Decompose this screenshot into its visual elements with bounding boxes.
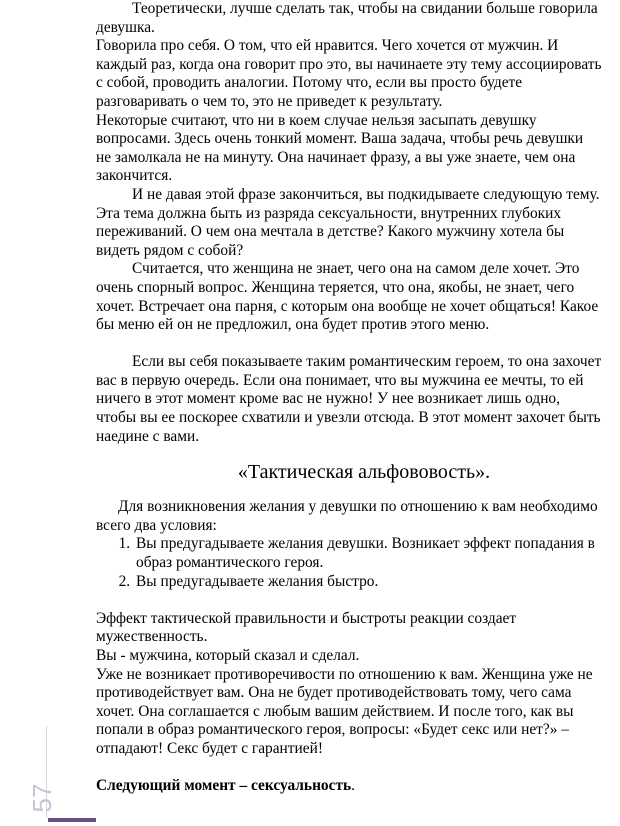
paragraph-11-tail: . [351,777,356,795]
spacer [96,335,602,354]
paragraph-4: И не давая этой фразе закончиться, вы подкидываете следующую тему. Эта тема должна быть из разряда сексуальности, внутренних глубоких переживаний. О чем она мечтала в детстве? Какого мужчину хотела бы видеть рядом с собой? [96,185,600,259]
list-item: 1. Вы предугадываете желания девушки. Возникает эффект попадания в образ романтического героя. [134,535,602,572]
paragraph-5: Считается, что женщина не знает, чего она на самом деле хочет. Это очень спорный вопрос. Женщина теряется, что она, якобы, не знает, чего хочет. Встречает она парня, с которым она вообще не хочет общаться! Какое бы меню ей он не предложил, она будет против этого меню. [96,260,599,334]
spacer [96,591,602,610]
bold-lead: Следующий момент – сексуальность [96,777,352,795]
paragraph-3: Некоторые считают, что ни в коем случае нельзя засыпать девушку вопросами. Здесь очень тонкий момент. Ваша задача, чтобы речь девушки не замолкала не на минуту. Она начинает фразу, а вы уже знаете, чем она закончится. [96,111,584,185]
page-number: 57 [27,783,57,813]
section-heading: «Тактическая альфововость». [237,461,491,484]
footer-accent-bar [48,818,96,822]
conditions-list [96,535,602,591]
paragraph-9: Вы - мужчина, который сказал и сделал. [96,647,360,664]
paragraph-7: Для возникновения желания у девушки по отношению к вам необходимо всего два условия: [96,498,598,534]
paragraph-2: Говорила про себя. О том, что ей нравится. Чего хочется от мужчин. И каждый раз, когда она говорит про это, вы начинаете эту тему ассоциировать с собой, проводить аналогии. Потому что, если вы просто будете разговаривать о чем то, это не приведет к результату. [96,37,602,110]
list-item: 2. Вы предугадываете желания быстро. [134,573,602,592]
paragraph-1: Теоретически, лучше сделать так, чтобы на свидании больше говорила девушка. [96,0,598,36]
spacer [96,759,602,778]
spacer [96,484,602,498]
spacer [96,446,602,460]
document-body [96,0,602,796]
paragraph-6: Если вы себя показываете таким романтическим героем, то она захочет вас в первую очередь. Если она понимает, что вы мужчина ее мечты, то ей ничего в этот момент кроме вас не нужно! У нее возникает лишь одно, чтобы вы ее поскорее схватили и увезли отсюда. В этот момент захочет быть наедине с вами. [96,353,602,445]
paragraph-10: Уже не возникает противоречивости по отношению к вам. Женщина уже не противодействует вам. Она не будет противодействовать тому, чего сама хочет. Она соглашается с любым вашим действием. И после того, как вы попали в образ романтического героя, вопросы: «Будет секс или нет?» – отпадают! Секс будет с гарантией! [96,665,593,757]
paragraph-8: Эффект тактической правильности и быстроты реакции создает мужественность. [96,609,517,646]
paragraph-11 [96,777,602,796]
